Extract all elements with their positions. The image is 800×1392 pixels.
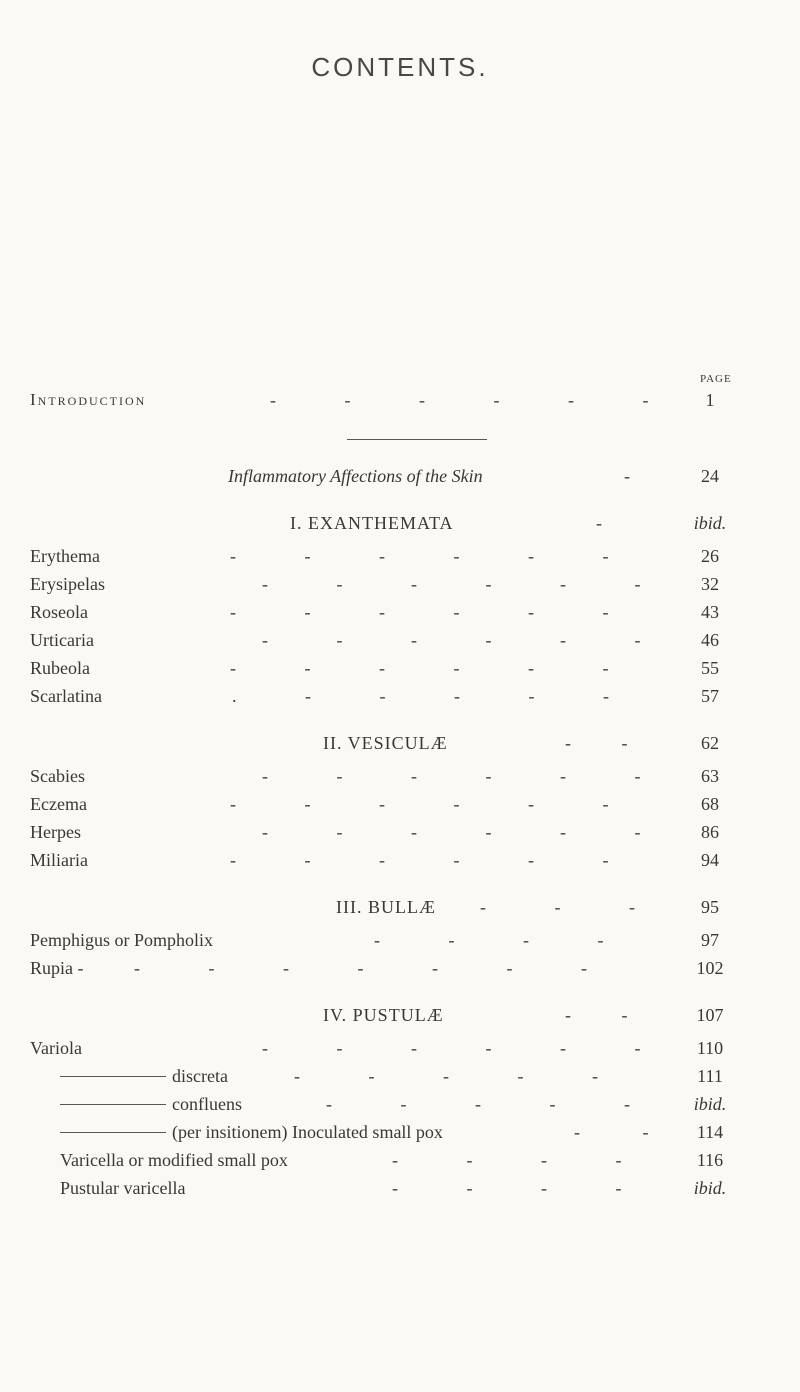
leader-dashes: - - - - - - - <box>134 958 587 978</box>
entry-label: Rupia - <box>30 958 84 978</box>
entry-page: 32 <box>701 574 719 594</box>
leader-dashes: - - - - - - <box>262 822 641 842</box>
leader-dashes: - - - - <box>374 930 604 950</box>
entry-label: Roseola <box>30 602 88 622</box>
entry-page: 26 <box>701 546 719 566</box>
entry-label: Scabies <box>30 766 85 786</box>
leader-dashes: - - - - <box>392 1150 622 1170</box>
leader-dashes: - - - - - - <box>230 546 609 566</box>
entry-page: 68 <box>701 794 719 814</box>
leader-dashes: - - <box>565 733 628 753</box>
entry-page: ibid. <box>693 1178 727 1198</box>
leader-dashes: - - - - - <box>294 1066 598 1086</box>
entry-label: Variola <box>30 1038 82 1058</box>
leader-dashes: - - - - - - <box>262 574 641 594</box>
entry-page: 57 <box>701 686 719 706</box>
leader-dashes: - - - <box>480 897 635 917</box>
entry-page: 55 <box>701 658 719 678</box>
page-column-header: PAGE <box>700 373 732 385</box>
entry-label: Erysipelas <box>30 574 105 594</box>
entry-label: Herpes <box>30 822 81 842</box>
entry-label: Scarlatina <box>30 686 102 706</box>
entry-label: Miliaria <box>30 850 88 870</box>
leader-dashes: - - <box>565 1005 628 1025</box>
ditto-rule <box>60 1132 166 1133</box>
ditto-rule <box>60 1076 166 1077</box>
leader-dashes: - - - - - - <box>262 630 641 650</box>
entry-page: 43 <box>701 602 719 622</box>
leader-dashes: - - - - - - <box>262 766 641 786</box>
ditto-rule <box>60 1104 166 1105</box>
section-bullae-page: 95 <box>701 897 719 917</box>
entry-label: Pustular varicella <box>60 1178 186 1198</box>
leader-dashes: - - - - - - <box>230 602 609 622</box>
divider-rule <box>347 439 487 440</box>
leader-dashes: - - - - - - <box>262 1038 641 1058</box>
section-vesiculae-page: 62 <box>701 733 719 753</box>
page-title: CONTENTS. <box>311 52 489 82</box>
entry-page: 86 <box>701 822 719 842</box>
leader-dashes: - - - - - <box>326 1094 630 1114</box>
entry-page: 46 <box>701 630 719 650</box>
leader-dashes: - - - - - - <box>270 390 649 410</box>
entry-page: 114 <box>696 1122 724 1142</box>
section-exanthemata-page: ibid. <box>693 513 727 533</box>
inflammatory-page: 24 <box>701 466 719 486</box>
leader-dashes: - - - - - - <box>230 850 609 870</box>
entry-page: ibid. <box>693 1094 727 1114</box>
leader-dashes: - - <box>574 1122 649 1142</box>
entry-page: 94 <box>701 850 719 870</box>
entry-label: Varicella or modified small pox <box>60 1150 288 1170</box>
entry-label: Pemphigus or Pompholix <box>30 930 214 950</box>
section-bullae: III. BULLÆ <box>336 897 436 917</box>
entry-label: Eczema <box>30 794 87 814</box>
entry-label: Urticaria <box>30 630 94 650</box>
entry-label: confluens <box>172 1094 242 1114</box>
entry-label: Erythema <box>30 546 100 566</box>
introduction-label: Introduction <box>30 390 147 409</box>
leader-dashes: - <box>624 466 630 486</box>
entry-page: 110 <box>696 1038 724 1058</box>
section-pustulae: IV. PUSTULÆ <box>323 1005 444 1025</box>
entry-page: 102 <box>696 958 724 978</box>
entry-label: discreta <box>172 1066 228 1086</box>
entry-label: Rubeola <box>30 658 90 678</box>
section-pustulae-page: 107 <box>696 1005 724 1025</box>
leader-dashes: - - - - - - <box>230 658 609 678</box>
entry-label: (per insitionem) Inoculated small pox <box>172 1122 443 1142</box>
inflammatory-heading: Inflammatory Affections of the Skin <box>228 466 483 486</box>
entry-page: 63 <box>701 766 719 786</box>
leader-dashes: - - - - <box>392 1178 622 1198</box>
leader-dashes: - <box>596 513 602 533</box>
leader-dashes: - - - - - - <box>230 794 609 814</box>
section-exanthemata: I. EXANTHEMATA <box>290 513 454 533</box>
entry-page: 111 <box>697 1066 723 1086</box>
section-vesiculae: II. VESICULÆ <box>323 733 448 753</box>
introduction-page: 1 <box>705 390 715 410</box>
leader-dashes: . - - - - - <box>232 686 609 706</box>
entry-page: 116 <box>696 1150 724 1170</box>
entry-page: 97 <box>701 930 719 950</box>
